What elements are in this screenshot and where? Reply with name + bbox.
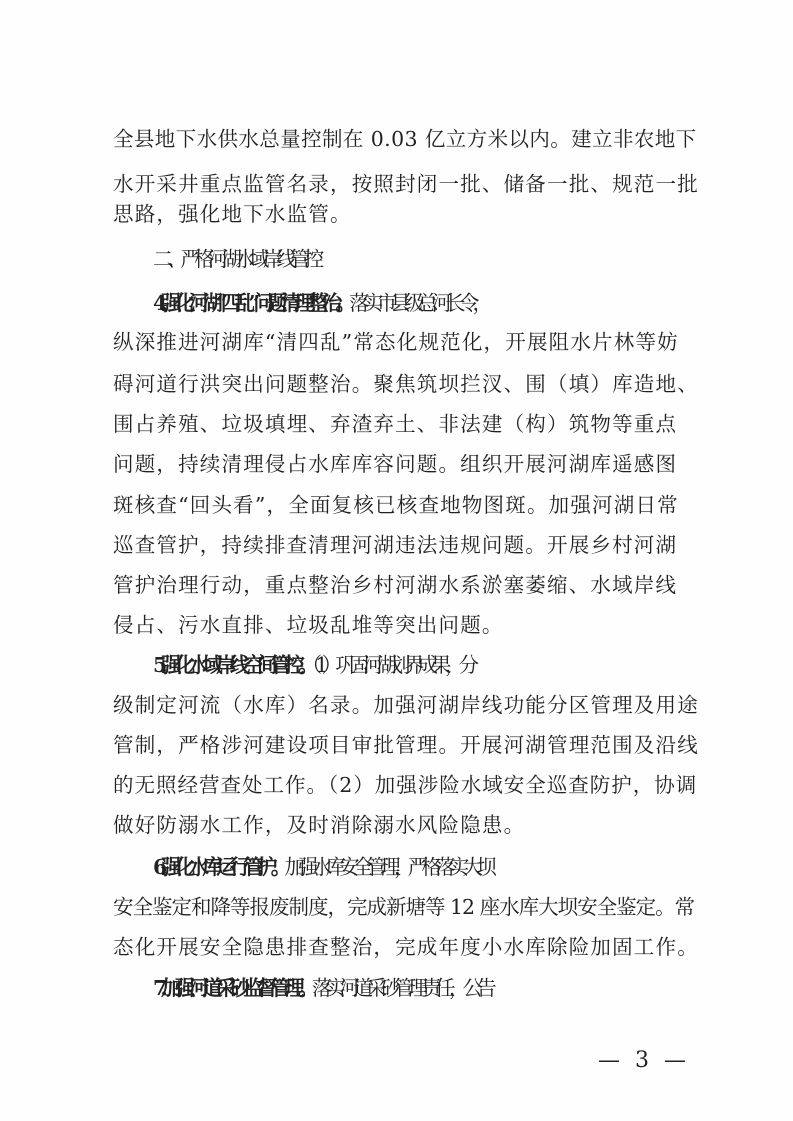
paragraph-line: 思路，强化地下水监管。 [113,202,352,226]
subheading-line: 7. 加强河道采砂监督管理。落实河道采砂管理责任，公告 [153,976,490,1000]
page-number: — 3 — [598,1048,690,1073]
paragraph-line: 的无照经营查处工作。（2）加强涉险水域安全巡查防护，协调 [113,773,698,797]
item-heading: 4. 强化河湖“四乱”问题清理整治。 [153,291,350,315]
section-heading: 二、严格河湖水域岸线管控 [153,247,318,271]
paragraph-line: 水开采井重点监管名录，按照封闭一批、储备一批、规范一批 [113,172,699,196]
paragraph-line: 全县地下水供水总量控制在 0.03 亿立方米以内。建立非农地下 [113,127,697,151]
paragraph-line: 管制，严格涉河建设项目审批管理。开展河湖管理范围及沿线 [113,733,699,757]
paragraph-line: 管护治理行动，重点整治乡村河湖水系淤塞萎缩、水域岸线 [113,573,678,597]
paragraph-line: 安全鉴定和降等报废制度，完成新塘等 12 座水库大坝安全鉴定。常 [113,895,695,919]
paragraph-line: 纵深推进河湖库“清四乱”常态化规范化，开展阻水片林等妨 [113,330,679,354]
subheading-line: 6. 强化水库运行管护。加强水库安全管理，严格落实大坝 [153,855,490,879]
item-heading: 6. 强化水库运行管护。 [153,855,285,879]
paragraph-line: 斑核查“回头看”，全面复核已核查地物图斑。加强河湖日常 [113,493,679,517]
item-heading: 7. 加强河道采砂监督管理。 [153,976,312,1000]
paragraph-line: 问题，持续清理侵占水库库容问题。组织开展河湖库遥感图 [113,452,678,476]
paragraph-line: 侵占、污水直排、垃圾乱堆等突出问题。 [113,613,504,637]
subheading-line: 4. 强化河湖“四乱”问题清理整治。落实市县级总河长令， [153,291,487,315]
subheading-line: 5. 强化水域岸线空间管控。（1）巩固河湖划界成果，分 [153,653,473,677]
item-heading: 5. 强化水域岸线空间管控。 [153,653,312,677]
paragraph-line: 围占养殖、垃圾填埋、弃渣弃土、非法建（构）筑物等重点 [113,412,678,436]
paragraph-line: 碍河道行洪突出问题整治。聚焦筑坝拦汊、围（填）库造地、 [113,372,699,396]
paragraph-line: 做好防溺水工作，及时消除溺水风险隐患。 [113,813,526,837]
paragraph-line: 态化开展安全隐患排查整治，完成年度小水库除险加固工作。 [113,935,699,959]
paragraph-line: 级制定河流（水库）名录。加强河湖岸线功能分区管理及用途 [113,693,699,717]
paragraph-line: 巡查管护，持续排查清理河湖违法违规问题。开展乡村河湖 [113,533,678,557]
